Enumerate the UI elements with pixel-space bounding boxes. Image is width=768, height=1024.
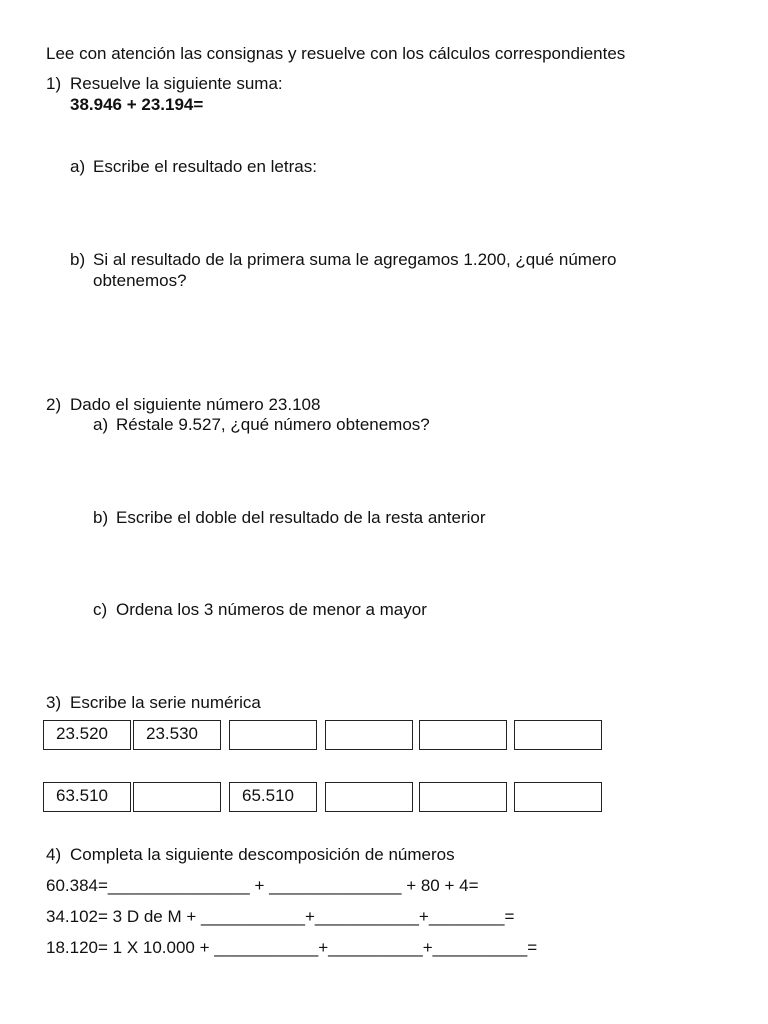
q2b-text: Escribe el doble del resultado de la resta anterior xyxy=(116,508,486,527)
series-box[interactable]: 23.520 xyxy=(43,720,131,750)
series-box[interactable]: 23.530 xyxy=(133,720,221,750)
decomposition-line-3: 18.120= 1 X 10.000 + ___________+__________+__________= xyxy=(46,938,538,957)
series-box[interactable] xyxy=(419,782,507,812)
q2-text: Dado el siguiente número 23.108 xyxy=(70,395,321,414)
q1b-text-line2: obtenemos? xyxy=(93,271,187,290)
q1-number: 1) xyxy=(46,74,62,93)
series-box[interactable] xyxy=(514,782,602,812)
q2c-text: Ordena los 3 números de menor a mayor xyxy=(116,600,427,619)
series-box[interactable] xyxy=(229,720,317,750)
series-box[interactable] xyxy=(325,782,413,812)
q4-text: Completa la siguiente descomposición de números xyxy=(70,845,455,864)
decomposition-line-1: 60.384=_______________ + ______________ + 80 + 4= xyxy=(46,876,479,895)
series-box[interactable]: 65.510 xyxy=(229,782,317,812)
q2a-label: a) xyxy=(93,415,109,434)
series-box[interactable]: 63.510 xyxy=(43,782,131,812)
q1a-text: Escribe el resultado en letras: xyxy=(93,157,317,176)
q1b-label: b) xyxy=(70,250,86,269)
q1a-label: a) xyxy=(70,157,86,176)
q3-number: 3) xyxy=(46,693,62,712)
q3-text: Escribe la serie numérica xyxy=(70,693,261,712)
series-box[interactable] xyxy=(133,782,221,812)
q2a-text: Réstale 9.527, ¿qué número obtenemos? xyxy=(116,415,430,434)
q4-number: 4) xyxy=(46,845,62,864)
series-box[interactable] xyxy=(325,720,413,750)
decomposition-line-2: 34.102= 3 D de M + ___________+___________+________= xyxy=(46,907,515,926)
q1-text: Resuelve la siguiente suma: xyxy=(70,74,283,93)
q2-number: 2) xyxy=(46,395,62,414)
q2c-label: c) xyxy=(93,600,108,619)
series-box[interactable] xyxy=(419,720,507,750)
instructions: Lee con atención las consignas y resuelve con los cálculos correspondientes xyxy=(46,44,626,63)
q1b-text-line1: Si al resultado de la primera suma le agregamos 1.200, ¿qué número xyxy=(93,250,617,269)
q1-operation: 38.946 + 23.194= xyxy=(70,95,204,114)
series-box[interactable] xyxy=(514,720,602,750)
q2b-label: b) xyxy=(93,508,109,527)
